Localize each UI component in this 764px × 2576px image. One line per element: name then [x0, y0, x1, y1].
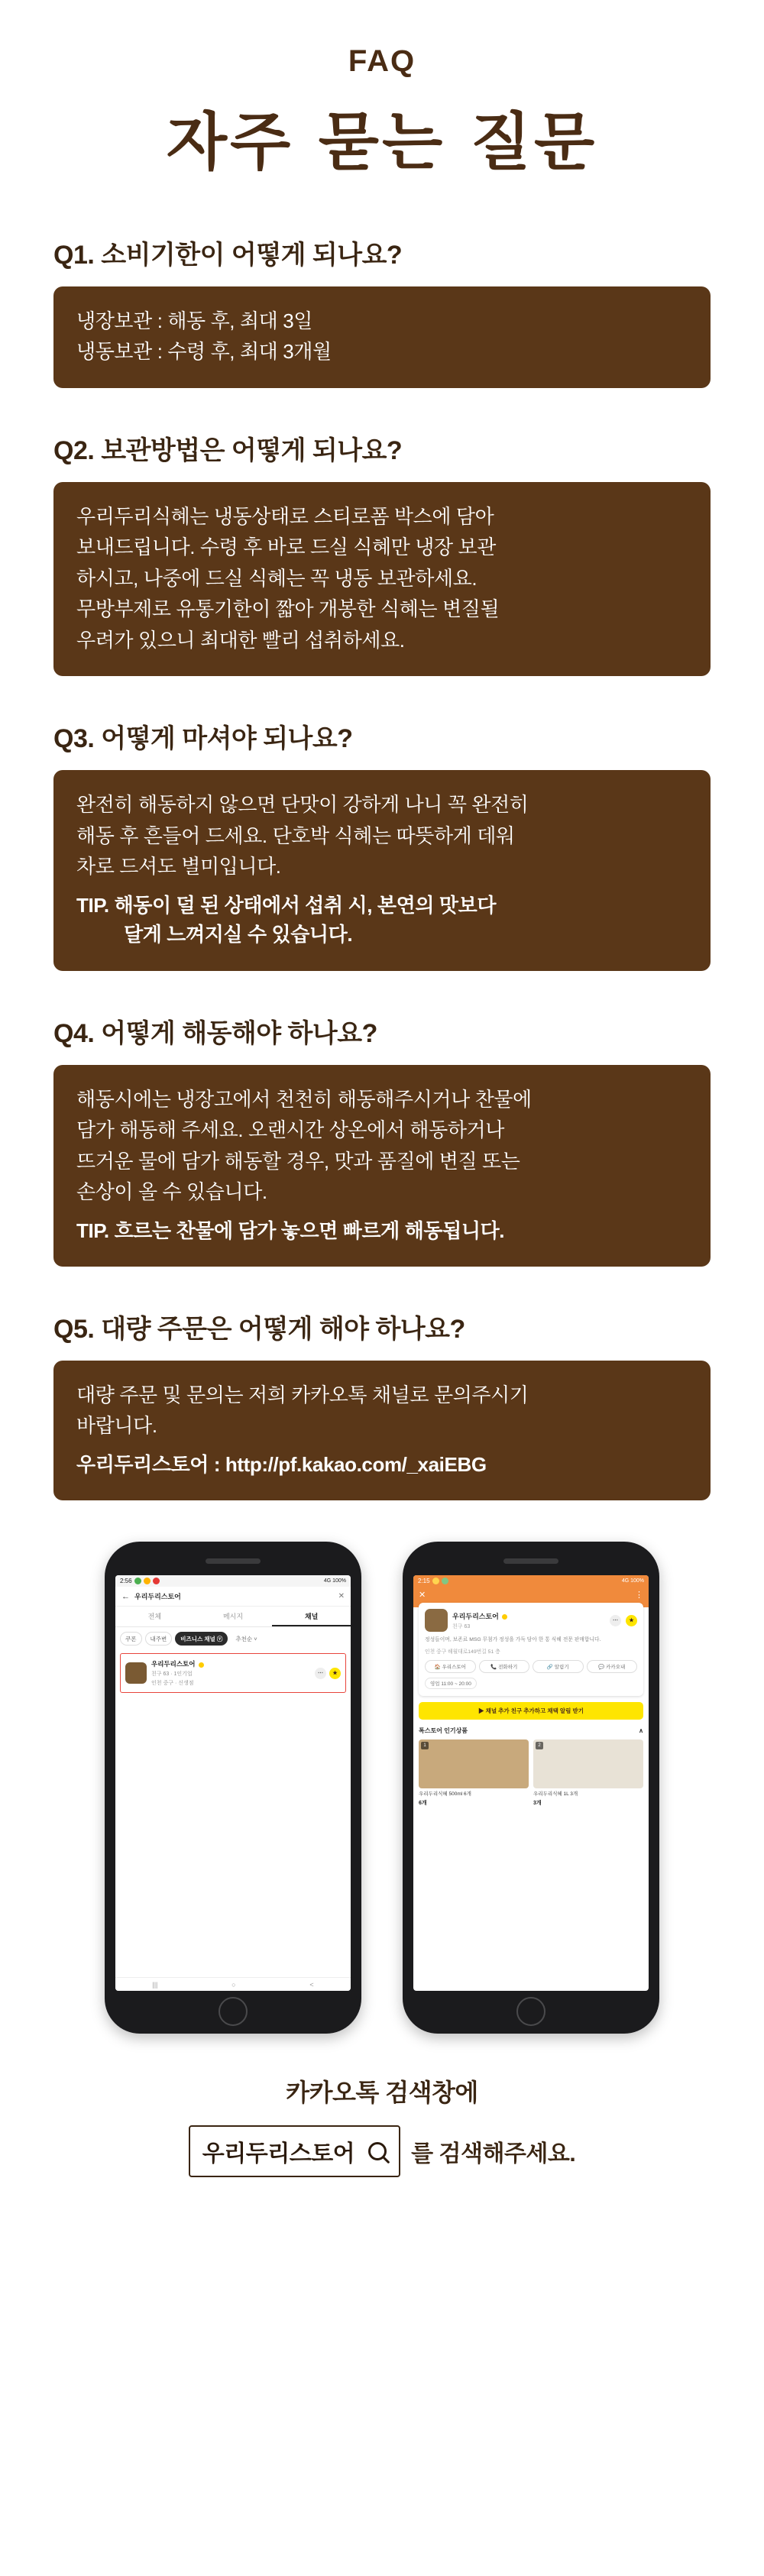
phone1-filter-chips	[115, 1627, 351, 1650]
product-name: 우리두리식혜 500ml 6개	[419, 1791, 471, 1797]
faq-tip-3	[76, 891, 688, 950]
back-arrow-icon[interactable]: ←	[121, 1591, 130, 1601]
phone-earpiece	[503, 1558, 558, 1564]
faq-tip-label: TIP.	[76, 1218, 109, 1242]
faq-label: FAQ	[348, 44, 416, 78]
avatar	[425, 1609, 448, 1632]
app-icon	[144, 1578, 151, 1584]
add-channel-cta-button[interactable]: ▶ 채널 추가 친구 추가하고 채택 알림 받기	[419, 1702, 643, 1720]
phone1-status-time: 2:56	[120, 1578, 132, 1585]
store-channel-link[interactable]: 우리두리스토어 : http://pf.kakao.com/_xaiEBG	[76, 1452, 487, 1476]
phone1-tabs	[115, 1607, 351, 1627]
footer-line-1: 카카오톡 검색창에	[286, 2079, 478, 2107]
channel-profile-card	[419, 1603, 643, 1695]
phone1-screen	[115, 1575, 351, 1991]
tab-channel[interactable]: 채널	[272, 1607, 351, 1626]
recents-icon[interactable]: |||	[152, 1980, 158, 1989]
business-hours: 영업 11:00 ~ 20:00	[425, 1678, 477, 1689]
tab-all[interactable]: 전체	[147, 1613, 162, 1621]
chip-sort[interactable]: 추천순 ˅	[235, 1635, 257, 1642]
more-dots-icon[interactable]: ⋯	[610, 1615, 621, 1626]
faq-item-5	[53, 1308, 711, 1500]
channel-action-chips	[425, 1660, 637, 1673]
more-vertical-icon[interactable]: ⋮	[635, 1591, 643, 1600]
channel-description: 정성들이며, 보존료 MSG 무첨가 정성을 가득 담아 한 통 식혜 전문 판매합니다.	[425, 1637, 601, 1643]
product-name: 우리두리식혜 1L 3개	[533, 1791, 578, 1797]
result-subtitle: 친구 63 · 1인기업	[151, 1671, 193, 1678]
faq-item-3	[53, 717, 711, 970]
search-box[interactable]	[189, 2125, 400, 2177]
result-title: 우리두리스토어	[151, 1660, 196, 1668]
faq-question-5: Q5. 대량 주문은 어떻게 해야 하나요?	[53, 1314, 465, 1344]
search-box-text: 우리두리스토어	[202, 2141, 355, 2167]
kakao-channel-add-icon[interactable]: ★	[626, 1615, 637, 1626]
faq-item-2	[53, 429, 711, 676]
product-image	[533, 1739, 643, 1788]
app-icon	[432, 1578, 439, 1584]
home-icon[interactable]: ○	[231, 1980, 236, 1989]
product-card[interactable]	[419, 1739, 529, 1807]
faq-answer-line: 우리두리식혜는 냉동상태로 스티로폼 박스에 담아	[76, 504, 494, 528]
faq-tip-text: 해동이 덜 된 상태에서 섭취 시, 본연의 맛보다	[114, 893, 497, 917]
result-subtitle-2: 인천 중구 · 신생점	[151, 1681, 194, 1687]
app-icon	[153, 1578, 160, 1584]
search-input[interactable]: 우리두리스토어	[134, 1593, 181, 1601]
channel-hours	[425, 1678, 637, 1689]
faq-question-1: Q1. 소비기한이 어떻게 되나요?	[53, 241, 403, 270]
phone1-navbar	[115, 1977, 351, 1991]
faq-list	[53, 234, 711, 1500]
faq-answer-2	[53, 482, 711, 676]
magnifier-icon	[368, 2142, 387, 2160]
phone-home-button[interactable]	[516, 1997, 545, 2026]
faq-answer-line: 하시고, 나중에 드실 식혜는 꼭 냉동 보관하세요.	[76, 566, 478, 590]
chevron-up-icon[interactable]: ∧	[639, 1727, 643, 1734]
product-list	[419, 1739, 643, 1807]
phone1-search-bar[interactable]	[115, 1587, 351, 1607]
footer-section	[0, 2073, 764, 2177]
chip-business-channel[interactable]: 비즈니스 채널 ⓥ	[175, 1632, 228, 1646]
phone2-status-time: 2:15	[418, 1578, 430, 1585]
tab-message[interactable]: 메시지	[222, 1613, 244, 1621]
product-price: 3개	[533, 1800, 542, 1806]
product-image	[419, 1739, 529, 1788]
avatar	[125, 1662, 147, 1684]
footer-line-2: 를 검색해주세요.	[411, 2141, 576, 2167]
faq-answer-line: 무방부제로 유통기한이 짧아 개봉한 식혜는 변질될	[76, 597, 500, 621]
faq-answer-line: 해동시에는 냉장고에서 천천히 해동해주시거나 찬물에	[76, 1087, 532, 1111]
rank-badge: 2	[536, 1742, 543, 1749]
faq-answer-line: 냉동보관 : 수령 후, 최대 3개월	[76, 340, 332, 364]
faq-answer-line: 담가 해동해 주세요. 오랜시간 상온에서 해동하거나	[76, 1118, 504, 1142]
phone-mockup-search	[105, 1542, 361, 2034]
chip-nearby[interactable]: 내주변	[145, 1632, 173, 1646]
channel-friends-count: 친구 63	[452, 1623, 471, 1629]
phone1-status-right: 4G 100%	[323, 1578, 346, 1584]
phone-mockups	[0, 1542, 764, 2034]
chip-call[interactable]: 📞 전화하기	[479, 1660, 530, 1673]
faq-item-1	[53, 234, 711, 388]
app-icon	[442, 1578, 448, 1584]
verified-badge-icon	[199, 1662, 204, 1668]
verified-badge-icon	[502, 1614, 507, 1620]
back-icon[interactable]: <	[309, 1980, 314, 1989]
phone2-status-right: 4G 100%	[621, 1578, 644, 1584]
phone2-screen	[413, 1575, 649, 1991]
faq-answer-line: 바랍니다.	[76, 1414, 157, 1438]
faq-answer-line: 차로 드셔도 별미입니다.	[76, 855, 281, 879]
faq-answer-line: 보내드립니다. 수령 후 바로 드실 식혜만 냉장 보관	[76, 536, 496, 559]
phone-mockup-channel	[403, 1542, 659, 2034]
faq-tip-text: 흐르는 찬물에 담가 놓으면 빠르게 해동됩니다.	[114, 1218, 505, 1242]
faq-answer-1	[53, 286, 711, 388]
popular-products-header	[419, 1727, 643, 1735]
close-x-icon[interactable]: ✕	[419, 1591, 426, 1600]
faq-answer-line: 완전히 해동하지 않으면 단맛이 강하게 나니 꼭 완전히	[76, 793, 529, 817]
phone2-statusbar	[413, 1575, 649, 1587]
product-card[interactable]	[533, 1739, 643, 1807]
faq-answer-line: 해동 후 흔들어 드세요. 단호박 식혜는 따뜻하게 데워	[76, 824, 515, 847]
faq-answer-line: 우려가 있으니 최대한 빨리 섭취하세요.	[76, 628, 405, 652]
faq-tip-label: TIP.	[76, 893, 109, 917]
kakao-channel-add-icon[interactable]: ★	[329, 1668, 341, 1679]
rank-badge: 1	[421, 1742, 429, 1749]
chip-store[interactable]: 🏠 우리스토어	[425, 1660, 476, 1673]
channel-address: 인천 중구 해월대로149번길 51 층	[425, 1649, 500, 1655]
faq-answer-line: 냉장보관 : 해동 후, 최대 3일	[76, 309, 312, 332]
chip-share[interactable]: 🔗 알림기	[533, 1660, 584, 1673]
faq-answer-3	[53, 770, 711, 970]
footer-search-row	[0, 2125, 764, 2177]
chip-coupon[interactable]: 쿠폰	[120, 1632, 142, 1646]
phone-home-button[interactable]	[219, 1997, 248, 2026]
search-result-card[interactable]	[120, 1653, 346, 1693]
faq-answer-line: 대량 주문 및 문의는 저희 카카오톡 채널로 문의주시기	[76, 1383, 529, 1406]
section-title: 톡스토어 인기상품	[419, 1727, 468, 1734]
phone-earpiece	[206, 1558, 261, 1564]
faq-item-4	[53, 1012, 711, 1267]
chip-kakao[interactable]: 💬 카카오내	[587, 1660, 638, 1673]
faq-question-3: Q3. 어떻게 마셔야 되나요?	[53, 724, 353, 754]
page-title: 자주 묻는 질문	[166, 105, 598, 179]
more-dots-icon[interactable]: ⋯	[315, 1668, 326, 1679]
clear-x-icon[interactable]: ✕	[338, 1592, 345, 1601]
faq-question-2: Q2. 보관방법은 어떻게 되나요?	[53, 435, 403, 465]
app-icon	[134, 1578, 141, 1584]
faq-answer-5	[53, 1361, 711, 1500]
faq-answer-line: 손상이 올 수 있습니다.	[76, 1180, 267, 1204]
faq-answer-4	[53, 1065, 711, 1267]
faq-tip-text-2: 달게 느껴지실 수 있습니다.	[124, 923, 353, 947]
faq-question-4: Q4. 어떻게 해동해야 하나요?	[53, 1018, 377, 1048]
page-header	[0, 0, 764, 182]
channel-name: 우리두리스토어	[452, 1612, 499, 1620]
product-price: 6개	[419, 1800, 427, 1806]
faq-answer-line: 뜨거운 물에 담가 해동할 경우, 맛과 품질에 변질 또는	[76, 1149, 520, 1173]
phone1-statusbar	[115, 1575, 351, 1587]
faq-tip-4	[76, 1216, 688, 1245]
